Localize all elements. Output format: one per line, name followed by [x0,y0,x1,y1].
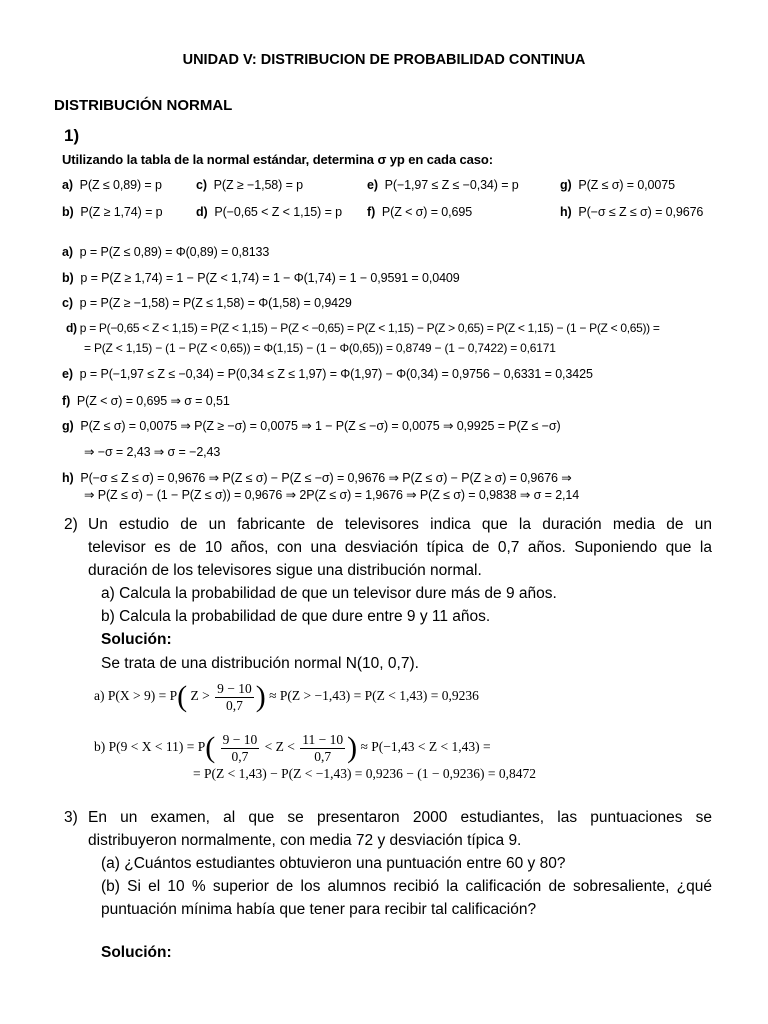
formula-2a [94,680,479,714]
exercise-2-statement [88,513,712,582]
part-b-line: (b) Si el 10 % superior de los alumnos recibió la calificación de sobresaliente, ¿qué [101,878,712,895]
part-b-line: puntuación mínima había que tener para recibir tal calificación? [101,901,537,918]
solution-label: b) [62,271,74,285]
item-h [560,205,703,219]
statement-line: distribuyeron normalmente, con media 72 y desviación típica 9. [88,832,522,849]
solution-label: g) [62,419,74,433]
numerator: 9 − 10 [222,731,258,747]
item-d [196,205,342,219]
solution-text: P(Z < σ) = 0,695 ⇒ σ = 0,51 [76,394,230,408]
item-c [196,178,303,192]
solution-text: p = P(Z ≤ 0,89) = Φ(0,89) = 0,8133 [79,245,270,259]
exercise-2-solution-label: Solución: [101,631,172,648]
solution-g [62,418,561,433]
solution-text: p = P(Z ≥ −1,58) = P(Z ≤ 1,58) = Φ(1,58) = 0,9429 [79,296,352,310]
item-expr: P(−σ ≤ Z ≤ σ) = 0,9676 [578,205,704,219]
exercise-2-part-a: a) Calcula la probabilidad de que un televisor dure más de 9 años. [101,585,557,602]
statement-line: duración de los televisores sigue una distribución normal. [88,562,482,579]
solution-e [62,367,593,381]
item-label: a) [62,178,73,192]
exercise-3-statement [88,806,712,852]
item-label: b) [62,205,74,219]
statement-line: televisor es de 10 años, con una desviación típica de 0,7 años. Suponiendo que la [88,539,712,556]
item-expr: P(Z ≥ −1,58) = p [213,178,304,192]
fraction [215,681,254,714]
statement-line: Un estudio de un fabricante de televisores indica que la duración media de un [88,516,712,533]
right-paren-icon: ) [255,680,266,713]
left-paren-icon: ( [205,731,216,764]
right-paren-icon: ) [347,731,358,764]
item-label: e) [367,178,378,192]
item-f [367,205,472,219]
solution-f [62,393,230,408]
section-heading: DISTRIBUCIÓN NORMAL [54,97,233,114]
solution-text: P(−σ ≤ Z ≤ σ) = 0,9676 ⇒ P(Z ≤ σ) − P(Z ≤ −σ) = 0,9676 ⇒ P(Z ≤ σ) − P(Z ≥ σ) = 0,9676 ⇒ [80,471,572,485]
item-expr: P(Z ≤ σ) = 0,0075 [578,178,675,192]
item-label: h) [560,205,572,219]
item-expr: P(Z ≥ 1,74) = p [80,205,163,219]
item-g [560,178,675,192]
item-label: d) [196,205,208,219]
formula-lhs: a) P(X > 9) = P [94,688,178,704]
document-title: UNIDAD V: DISTRIBUCION DE PROBABILIDAD CONTINUA [182,52,586,68]
item-expr: P(Z ≤ 0,89) = p [79,178,162,192]
solution-label: f) [62,394,71,408]
item-label: c) [196,178,207,192]
exercise-3-part-b [101,875,712,921]
exercise-3-solution-label: Solución: [101,944,172,961]
item-e [367,178,519,192]
denominator: 0,7 [314,748,332,764]
statement-line: En un examen, al que se presentaron 2000 estudiantes, las puntuaciones se [88,809,712,826]
solution-d [66,321,660,335]
exercise-2-solution-text: Se trata de una distribución normal N(10, 0,7). [101,655,419,672]
exercise-2-number: 2) [64,516,78,533]
solution-c [62,296,352,310]
formula-lhs: b) P(9 < X < 11) = P [94,739,206,755]
exercise-3-part-a: (a) ¿Cuántos estudiantes obtuvieron una puntuación entre 60 y 80? [101,855,566,872]
solution-h [62,470,572,485]
denominator: 0,7 [225,697,243,713]
item-label: g) [560,178,572,192]
exercise-2-part-b: b) Calcula la probabilidad de que dure entre 9 y 11 años. [101,608,491,625]
formula-mid: < Z < [264,739,295,755]
formula-2b-line2: = P(Z < 1,43) − P(Z < −1,43) = 0,9236 − (1 − 0,9236) = 0,8472 [193,766,537,781]
item-expr: P(Z < σ) = 0,695 [381,205,473,219]
exercise-3-number: 3) [64,809,78,826]
fraction [221,732,260,765]
solution-text: P(Z ≤ σ) = 0,0075 ⇒ P(Z ≥ −σ) = 0,0075 ⇒ 1 − P(Z ≤ −σ) = 0,0075 ⇒ 0,9925 = P(Z ≤ −σ) [80,419,561,433]
exercise-1-number: 1) [64,126,80,145]
solution-b [62,271,460,285]
exercise-1-instruction: Utilizando la tabla de la normal estándar, determina σ yp en cada caso: [62,152,493,167]
solution-text: p = P(−0,65 < Z < 1,15) = P(Z < 1,15) − P(Z < −0,65) = P(Z < 1,15) − P(Z > 0,65) = P(Z < 1,15) − (1 − P(Z < 0,65)) = [79,321,660,335]
left-paren-icon: ( [177,680,188,713]
numerator: 9 − 10 [217,680,252,696]
solution-d-line2: = P(Z < 1,15) − (1 − P(Z < 0,65)) = Φ(1,15) − (1 − Φ(0,65)) = 0,8749 − (1 − 0,7422) = 0,6171 [84,341,556,355]
solution-text: p = P(−1,97 ≤ Z ≤ −0,34) = P(0,34 ≤ Z ≤ 1,97) = Φ(1,97) − Φ(0,34) = 0,9756 − 0,6331 = 0,3425 [79,367,593,381]
solution-h-line2: ⇒ P(Z ≤ σ) − (1 − P(Z ≤ σ)) = 0,9676 ⇒ 2P(Z ≤ σ) = 1,9676 ⇒ P(Z ≤ σ) = 0,9838 ⇒ σ = 2,14 [84,488,580,502]
item-expr: P(−0,65 < Z < 1,15) = p [214,205,343,219]
solution-label: c) [62,296,73,310]
solution-label: e) [62,367,73,381]
solution-text: p = P(Z ≥ 1,74) = 1 − P(Z < 1,74) = 1 − Φ(1,74) = 1 − 0,9591 = 0,0409 [80,271,460,285]
item-a [62,178,162,192]
solution-g-line2: ⇒ −σ = 2,43 ⇒ σ = −2,43 [84,445,221,459]
numerator: 11 − 10 [302,731,344,747]
solution-label: h) [62,471,74,485]
fraction [300,732,345,765]
formula-2b [94,731,491,765]
formula-z: Z > [190,688,210,704]
solution-label: d) [66,321,77,335]
solution-a [62,245,269,259]
exercise-3 [0,806,768,966]
item-expr: P(−1,97 ≤ Z ≤ −0,34) = p [384,178,519,192]
item-b [62,205,163,219]
formula-rhs: ≈ P(−1,43 < Z < 1,43) = [360,739,491,755]
denominator: 0,7 [231,748,249,764]
exercise-2 [0,513,768,683]
item-label: f) [367,205,376,219]
solution-label: a) [62,245,73,259]
formula-rhs: ≈ P(Z > −1,43) = P(Z < 1,43) = 0,9236 [269,688,479,704]
